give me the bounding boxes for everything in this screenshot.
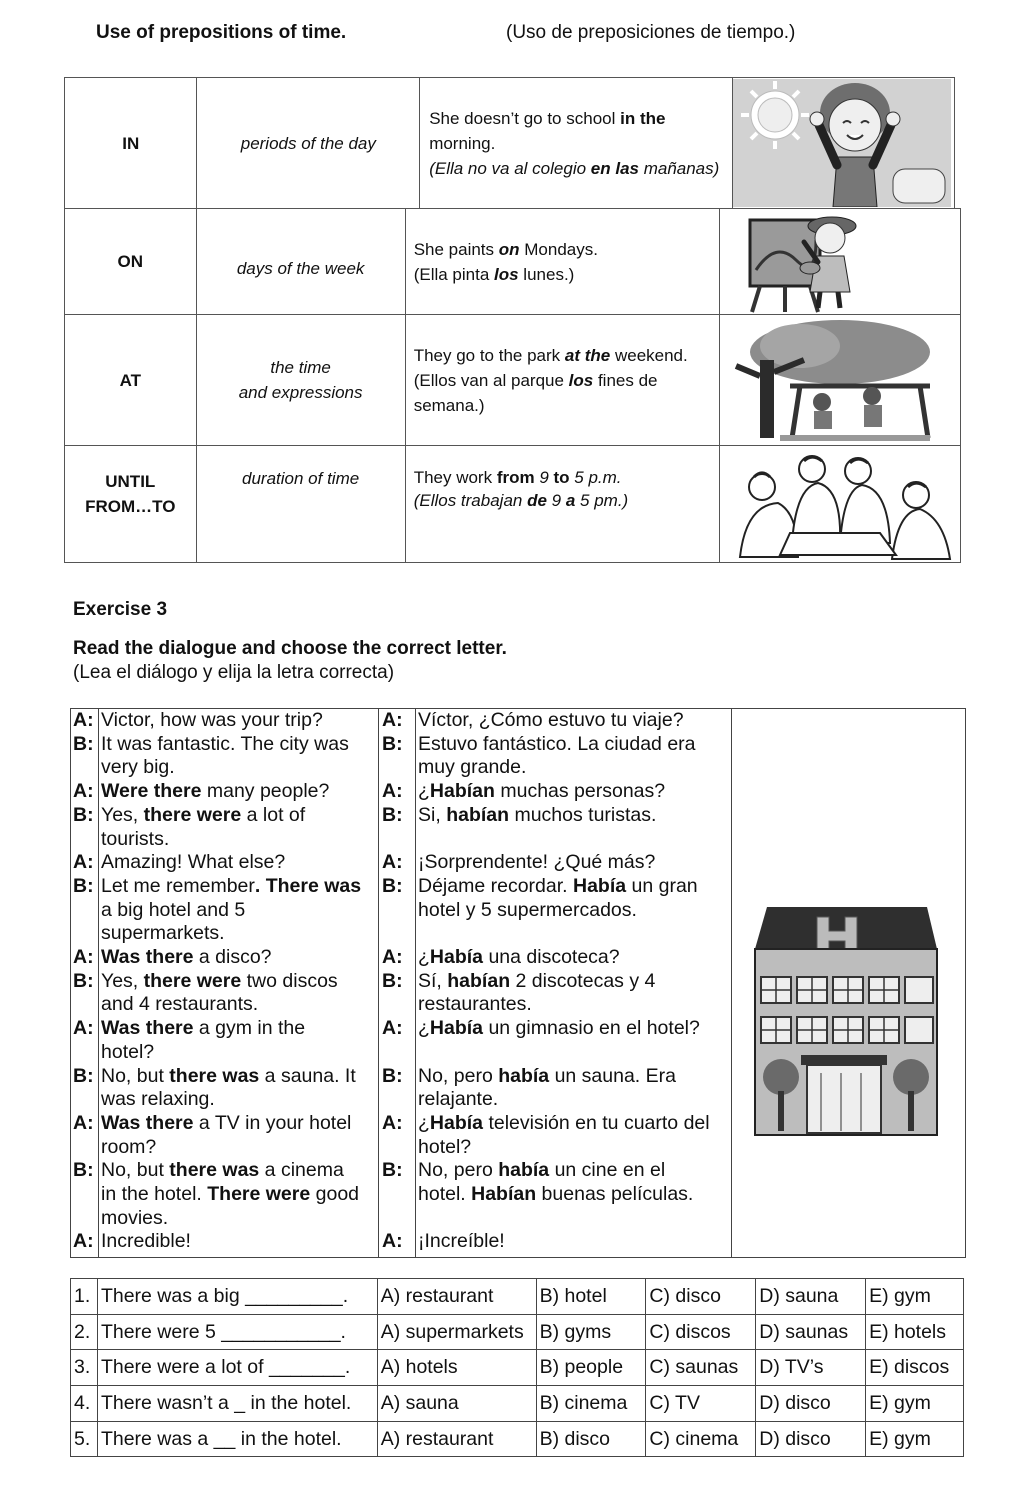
preposition-usage: days of the week	[196, 209, 405, 315]
answer-option[interactable]: A) supermarkets	[377, 1314, 536, 1350]
dialogue-line-spanish: muy grande.	[418, 756, 527, 779]
kids-in-park-illustration	[720, 316, 960, 445]
dialogue-line-english: tourists.	[101, 827, 170, 850]
question-number: 1.	[71, 1279, 98, 1315]
preposition-row	[65, 446, 961, 563]
answer-option[interactable]: A) restaurant	[377, 1279, 536, 1315]
dialogue-line-english: movies.	[101, 1206, 169, 1229]
question-row	[71, 1350, 964, 1386]
speaker-label: A:	[73, 851, 94, 874]
dialogue-line-spanish: ¿Había televisión en tu cuarto del	[418, 1111, 710, 1134]
dialogue-line-spanish: hotel. Habían buenas películas.	[418, 1183, 694, 1205]
dialogue-line-english: Yes, there were two discos	[101, 969, 338, 992]
answer-option[interactable]: C) discos	[646, 1314, 756, 1350]
speaker-label: B:	[73, 732, 94, 755]
speaker-label: A:	[73, 1017, 94, 1040]
speaker-label: A:	[73, 946, 94, 968]
divider	[98, 709, 99, 1257]
answer-option[interactable]: A) hotels	[377, 1350, 536, 1386]
speaker-label: B:	[73, 1159, 94, 1182]
dialogue-line-english: Was there a gym in the	[101, 1017, 306, 1040]
girl-painting-illustration	[720, 210, 960, 314]
answer-option[interactable]: D) disco	[756, 1386, 866, 1422]
example-english: They go to the park at the weekend.	[413, 345, 688, 365]
dialogue-line-spanish: Si, habían muchos turistas.	[418, 803, 657, 826]
speaker-label: A:	[73, 709, 94, 731]
speaker-label: A:	[382, 780, 403, 803]
answer-option[interactable]: E) hotels	[866, 1314, 964, 1350]
preposition-table	[64, 208, 961, 563]
divider	[415, 709, 416, 1257]
example-spanish: (Ella no va al colegio en las mañanas)	[429, 158, 720, 178]
preposition-line: FROM…TO	[85, 497, 176, 516]
example-spanish: (Ella pinta los lunes.)	[413, 264, 575, 284]
question-text: There were 5 ___________.	[97, 1314, 377, 1350]
question-row	[71, 1279, 964, 1315]
hotel-building-illustration	[747, 905, 943, 1137]
speaker-label: B:	[382, 732, 403, 755]
dialogue-line-spanish: Estuvo fantástico. La ciudad era	[418, 732, 696, 755]
dialogue-line-english: Incredible!	[101, 1230, 191, 1253]
dialogue-line-spanish: hotel?	[418, 1135, 472, 1158]
exercise-instruction: Read the dialogue and choose the correct letter.	[73, 638, 507, 659]
example-spanish: (Ellos van al parque los fines de semana.)	[413, 370, 658, 415]
page-title: Use of prepositions of time.	[96, 22, 347, 43]
divider	[731, 709, 732, 1257]
question-number: 2.	[71, 1314, 98, 1350]
dialogue-line-spanish: Sí, habían 2 discotecas y 4	[418, 969, 656, 992]
dialogue-line-spanish: No, pero había un cine en el	[418, 1159, 666, 1182]
example-english: She paints on Mondays.	[413, 239, 598, 259]
answer-option[interactable]: D) disco	[756, 1421, 866, 1457]
speaker-label: A:	[73, 780, 94, 803]
preposition-usage	[196, 315, 405, 446]
answer-option[interactable]: B) cinema	[536, 1386, 646, 1422]
question-row	[71, 1314, 964, 1350]
answer-option[interactable]: A) restaurant	[377, 1421, 536, 1457]
preposition-line: UNTIL	[105, 472, 156, 491]
dialogue-table	[70, 708, 966, 1258]
preposition-label: IN	[65, 78, 197, 209]
speaker-label: A:	[382, 709, 403, 731]
question-text: There was a __ in the hotel.	[97, 1421, 377, 1457]
dialogue-line-english: Were there many people?	[101, 780, 330, 803]
question-text: There wasn’t a _ in the hotel.	[97, 1386, 377, 1422]
speaker-label: A:	[382, 1017, 403, 1040]
question-text: There was a big _________.	[97, 1279, 377, 1315]
speaker-label: B:	[382, 874, 403, 897]
usage-line: and expressions	[238, 383, 363, 402]
dialogue-line-english: Victor, how was your trip?	[101, 709, 323, 731]
dialogue-line-english: No, but there was a sauna. It	[101, 1064, 356, 1087]
dialogue-line-english: Amazing! What else?	[101, 851, 286, 874]
answer-option[interactable]: E) discos	[866, 1350, 964, 1386]
answer-option[interactable]: C) saunas	[646, 1350, 756, 1386]
dialogue-line-english: and 4 restaurants.	[101, 993, 259, 1016]
speaker-label: B:	[73, 969, 94, 992]
example-image-cell	[719, 209, 960, 315]
preposition-label: ON	[65, 209, 197, 315]
exercise-title: Exercise 3	[73, 599, 168, 620]
question-number: 3.	[71, 1350, 98, 1386]
preposition-table-in	[64, 77, 955, 209]
answer-option[interactable]: D) sauna	[756, 1279, 866, 1315]
answer-option[interactable]: D) saunas	[756, 1314, 866, 1350]
answer-option[interactable]: C) cinema	[646, 1421, 756, 1457]
dialogue-line-english: very big.	[101, 756, 175, 779]
example-image-cell	[719, 315, 960, 446]
preposition-label: AT	[65, 315, 197, 446]
dialogue-line-spanish: ¡Sorprendente! ¿Qué más?	[418, 851, 656, 874]
dialogue-line-spanish: Déjame recordar. Había un gran	[418, 874, 698, 897]
speaker-label: A:	[73, 1230, 94, 1253]
answer-option[interactable]: B) people	[536, 1350, 646, 1386]
speaker-label: A:	[73, 1111, 94, 1134]
speaker-label: A:	[382, 1111, 403, 1134]
speaker-label: B:	[73, 874, 94, 897]
speaker-label: B:	[382, 969, 403, 992]
dialogue-line-spanish: relajante.	[418, 1088, 499, 1111]
exercise-instruction-spanish: (Lea el diálogo y elija la letra correcta)	[73, 662, 395, 683]
speaker-label: B:	[382, 1064, 403, 1087]
question-row	[71, 1386, 964, 1422]
dialogue-line-english: Was there a TV in your hotel	[101, 1111, 352, 1134]
answer-option[interactable]: E) gym	[866, 1421, 964, 1457]
answer-option[interactable]: D) TV’s	[756, 1350, 866, 1386]
speaker-label: A:	[382, 1230, 403, 1253]
dialogue-line-spanish: ¿Había un gimnasio en el hotel?	[418, 1017, 700, 1040]
dialogue-line-english: in the hotel. There were good	[101, 1183, 360, 1205]
question-text: There were a lot of _______.	[97, 1350, 377, 1386]
speaker-label: A:	[382, 946, 403, 968]
dialogue-line-spanish: ¿Habían muchas personas?	[418, 780, 666, 803]
example-image-cell	[733, 78, 955, 209]
dialogue-line-spanish: Víctor, ¿Cómo estuvo tu viaje?	[418, 709, 684, 731]
dialogue-line-english: No, but there was a cinema	[101, 1159, 344, 1182]
dialogue-line-english: a big hotel and 5	[101, 898, 246, 921]
dialogue-line-spanish: ¡Increíble!	[418, 1230, 505, 1253]
example-spanish: (Ellos trabajan de 9 a 5 pm.)	[413, 491, 629, 510]
preposition-usage: duration of time	[196, 446, 405, 563]
example-english: They work from 9 to 5 p.m.	[413, 468, 622, 487]
question-number: 4.	[71, 1386, 98, 1422]
girl-waking-up-illustration	[733, 79, 951, 207]
dialogue-line-spanish: restaurantes.	[418, 993, 532, 1016]
preposition-label	[65, 446, 197, 563]
dialogue-line-english: supermarkets.	[101, 922, 225, 945]
example-image-cell	[719, 446, 960, 563]
dialogue-line-english: room?	[101, 1135, 157, 1158]
answer-option[interactable]: C) disco	[646, 1279, 756, 1315]
answer-option[interactable]: E) gym	[866, 1279, 964, 1315]
office-workers-illustration	[720, 447, 960, 562]
dialogue-line-english: Yes, there were a lot of	[101, 803, 306, 826]
example-english: She doesn’t go to school in the morning.	[429, 108, 666, 153]
preposition-usage: periods of the day	[197, 78, 420, 209]
preposition-row	[65, 209, 961, 315]
dialogue-line-english: It was fantastic. The city was	[101, 732, 349, 755]
dialogue-line-english: Let me remember. There was	[101, 874, 362, 897]
dialogue-line-english: Was there a disco?	[101, 946, 272, 968]
question-number: 5.	[71, 1421, 98, 1457]
preposition-row	[65, 78, 955, 209]
multiple-choice-table	[70, 1278, 964, 1457]
question-row	[71, 1421, 964, 1457]
answer-option[interactable]: B) hotel	[536, 1279, 646, 1315]
dialogue-line-spanish: No, pero había un sauna. Era	[418, 1064, 676, 1087]
answer-option[interactable]: B) gyms	[536, 1314, 646, 1350]
dialogue-line-spanish: hotel y 5 supermercados.	[418, 898, 637, 921]
speaker-label: B:	[73, 1064, 94, 1087]
preposition-row	[65, 315, 961, 446]
dialogue-line-english: hotel?	[101, 1040, 155, 1063]
speaker-label: B:	[382, 1159, 403, 1182]
speaker-label: B:	[73, 803, 94, 826]
answer-option[interactable]: E) gym	[866, 1386, 964, 1422]
answer-option[interactable]: A) sauna	[377, 1386, 536, 1422]
dialogue-line-spanish: ¿Había una discoteca?	[418, 946, 620, 968]
speaker-label: A:	[382, 851, 403, 874]
usage-line: the time	[270, 358, 331, 377]
dialogue-line-english: was relaxing.	[101, 1088, 215, 1111]
answer-option[interactable]: B) disco	[536, 1421, 646, 1457]
speaker-label: B:	[382, 803, 403, 826]
page-title-spanish: (Uso de preposiciones de tiempo.)	[506, 22, 796, 43]
divider	[378, 709, 379, 1257]
answer-option[interactable]: C) TV	[646, 1386, 756, 1422]
